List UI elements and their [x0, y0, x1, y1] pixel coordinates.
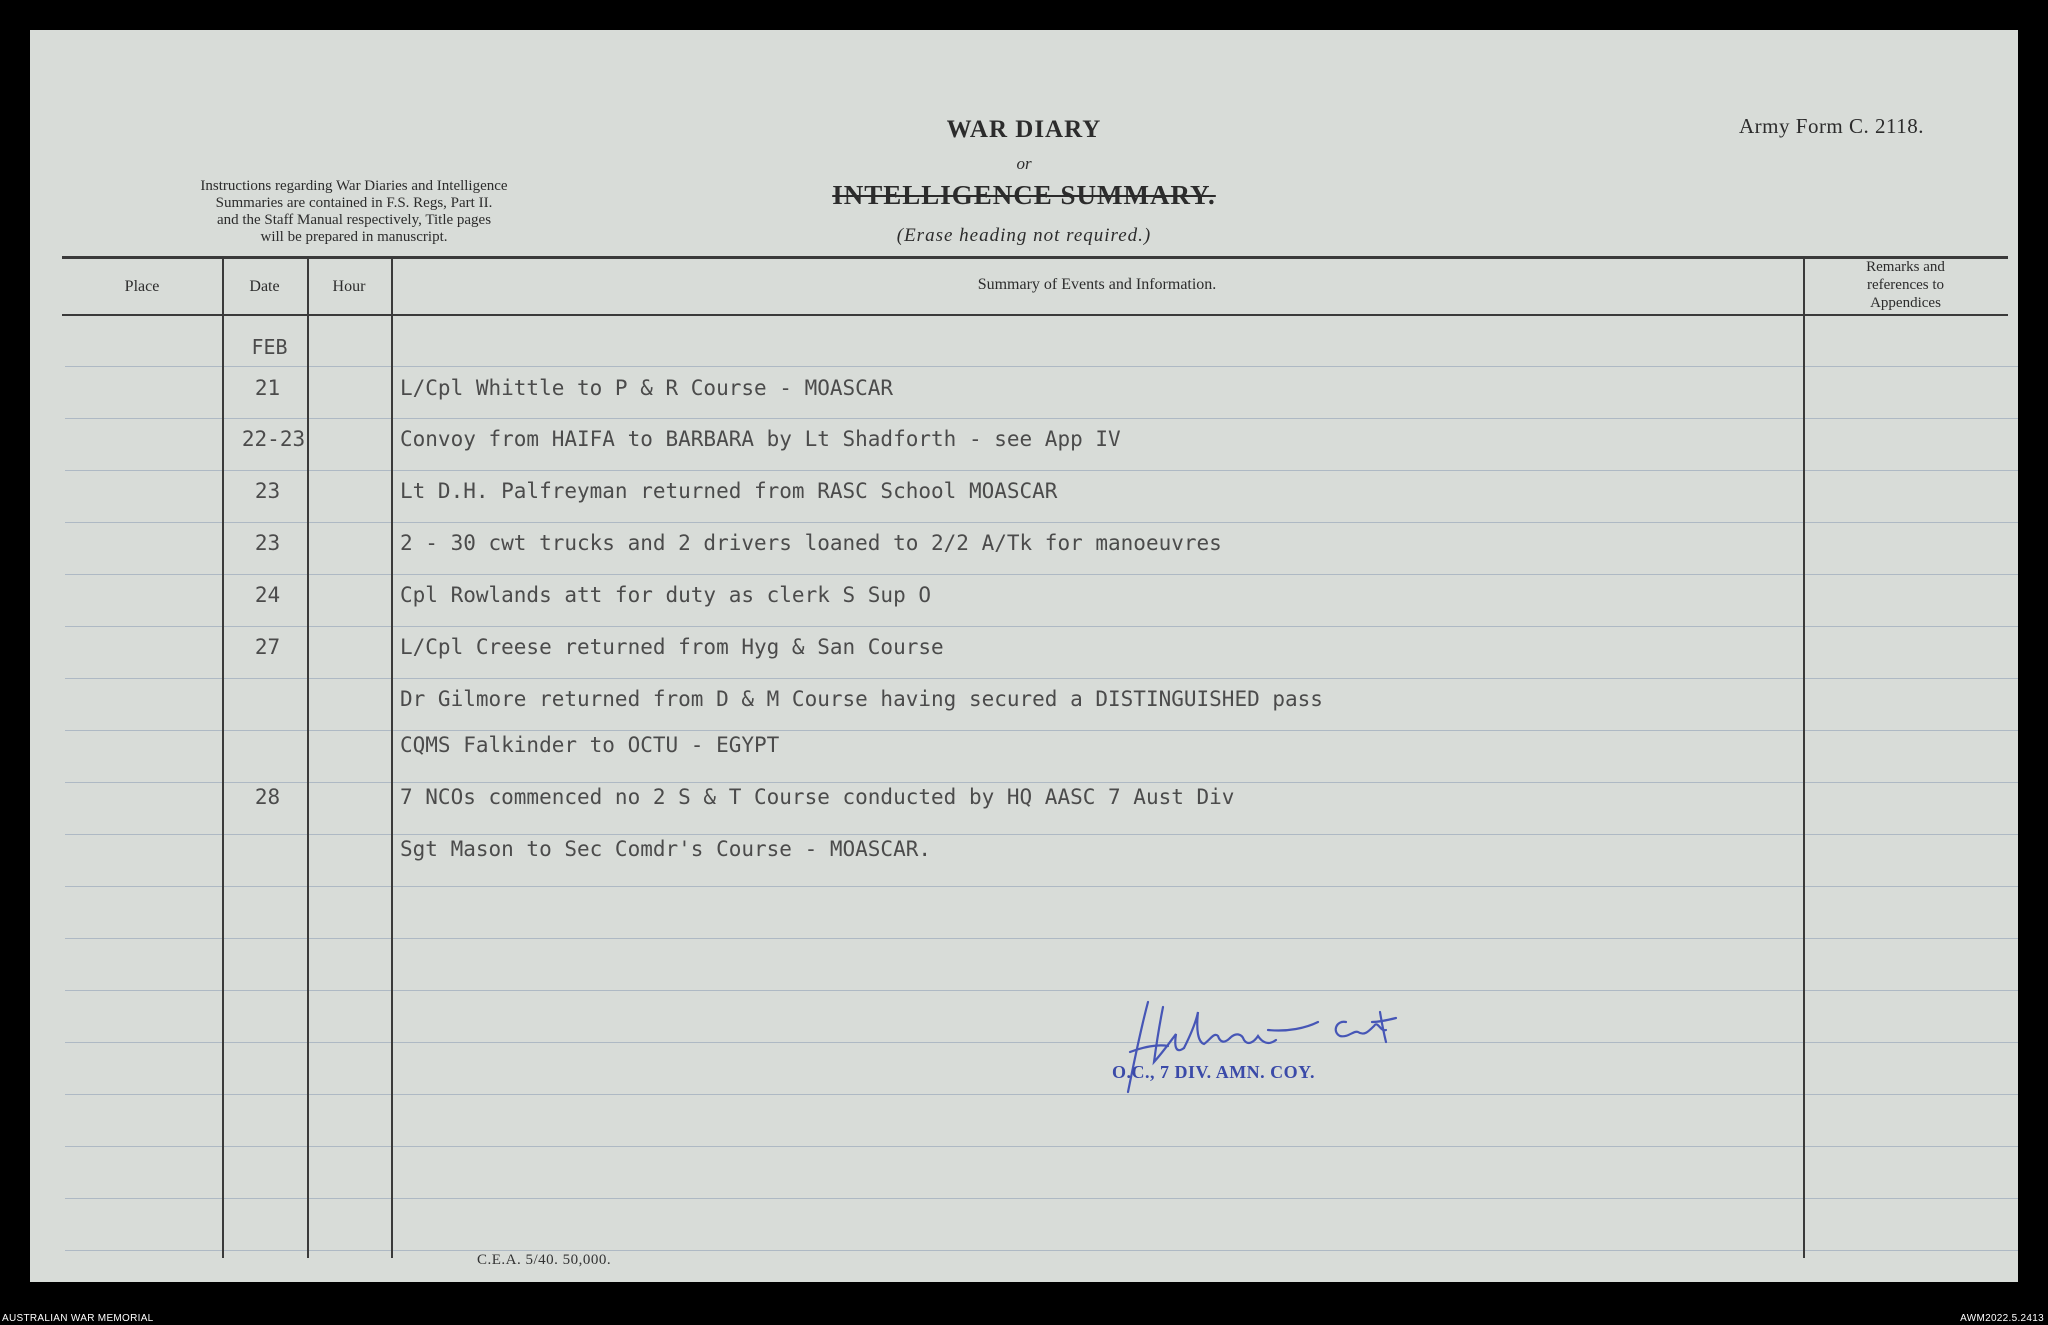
entry-date: 27	[254, 635, 281, 659]
instructions-line: will be prepared in manuscript.	[260, 229, 448, 245]
month-label: FEB	[251, 335, 288, 359]
column-header-remarks	[1803, 258, 2008, 312]
instructions	[114, 178, 594, 246]
entry-text: 2 - 30 cwt trucks and 2 drivers loaned to 2/2 A/Tk for manoeuvres	[400, 531, 1222, 555]
unit-stamp: O.C., 7 DIV. AMN. COY.	[1112, 1062, 1316, 1082]
remarks-header-line: Appendices	[1870, 295, 1941, 311]
entry-date: 23	[254, 531, 281, 555]
army-form-number: Army Form C. 2118.	[1739, 114, 1924, 138]
remarks-header-line: references to	[1866, 277, 1945, 293]
instructions-line: and the Staff Manual respectively, Title pages	[216, 212, 492, 228]
entry-text: L/Cpl Creese returned from Hyg & San Course	[400, 635, 944, 659]
entry-text: Sgt Mason to Sec Comdr's Course - MOASCAR.	[400, 837, 932, 861]
entry-date: 24	[254, 583, 281, 607]
entry-date: 23	[254, 479, 281, 503]
entry-date: 28	[254, 785, 281, 809]
column-header-date: Date	[249, 278, 280, 295]
entry-text: 7 NCOs commenced no 2 S & T Course conducted by HQ AASC 7 Aust Div	[400, 785, 1235, 809]
page-title: WAR DIARY	[946, 116, 1102, 143]
column-header-hour: Hour	[332, 278, 366, 295]
intelligence-summary-heading: INTELLIGENCE SUMMARY.	[832, 180, 1216, 210]
column-header-place: Place	[124, 278, 160, 295]
remarks-header-line: Remarks and	[1866, 259, 1945, 275]
entry-date: 21	[254, 376, 281, 400]
entry-text: CQMS Falkinder to OCTU - EGYPT	[400, 733, 780, 757]
erase-note: (Erase heading not required.)	[896, 225, 1152, 246]
instructions-line: Instructions regarding War Diaries and Intelligence	[200, 178, 508, 194]
entry-text: L/Cpl Whittle to P & R Course - MOASCAR	[400, 376, 894, 400]
title-or: or	[1016, 154, 1032, 173]
instructions-line: Summaries are contained in F.S. Regs, Part II.	[215, 195, 493, 211]
diary-sheet	[30, 30, 2018, 1282]
handwritten-signature	[1118, 992, 1418, 1102]
archive-label: AUSTRALIAN WAR MEMORIAL	[2, 1313, 154, 1324]
entry-date: 22-23	[241, 427, 306, 451]
entry-text: Cpl Rowlands att for duty as clerk S Sup O	[400, 583, 932, 607]
entry-text: Lt D.H. Palfreyman returned from RASC School MOASCAR	[400, 479, 1058, 503]
archive-reference: AWM2022.5.2413	[1960, 1313, 2044, 1324]
column-header-summary: Summary of Events and Information.	[977, 276, 1217, 293]
print-code: C.E.A. 5/40. 50,000.	[477, 1252, 612, 1268]
entry-text: Dr Gilmore returned from D & M Course having secured a DISTINGUISHED pass	[400, 687, 1323, 711]
entry-text: Convoy from HAIFA to BARBARA by Lt Shadforth - see App IV	[400, 427, 1121, 451]
